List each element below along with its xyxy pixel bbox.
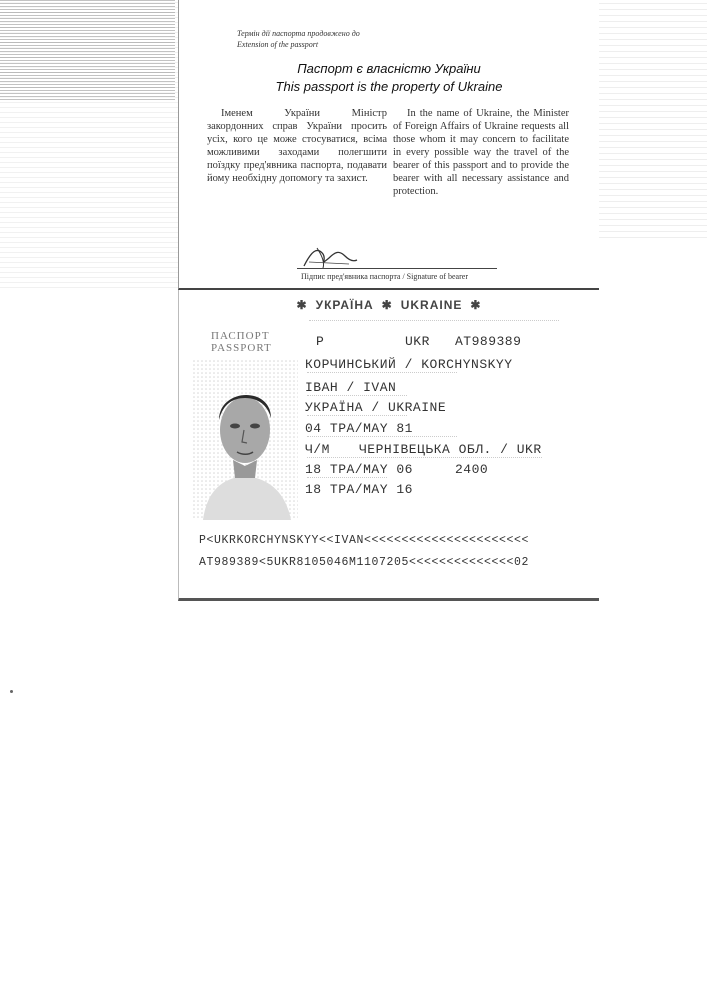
mrz-line-2: AT989389<5UKR8105046M1107205<<<<<<<<<<<<<<02: [199, 556, 530, 569]
field-caption-line: [307, 457, 542, 458]
star-icon: ✱: [296, 298, 308, 312]
scan-noise-right: [595, 0, 707, 240]
country-name-uk: УКРАЇНА: [315, 298, 374, 312]
country-code: UKR: [405, 334, 430, 349]
passport-number: AT989389: [455, 334, 522, 349]
date-of-issue: 18 ТРА/MAY 06: [305, 462, 413, 477]
scan-speck: [10, 690, 13, 693]
date-of-birth: 04 ТРА/MAY 81: [305, 421, 413, 436]
sex: Ч/M: [305, 442, 330, 457]
mrz-line-1: P<UKRKORCHYNSKYY<<IVAN<<<<<<<<<<<<<<<<<<<<<<: [199, 534, 530, 547]
extension-label-en: Extension of the passport: [237, 40, 319, 49]
scan-noise-left-dark: [0, 0, 175, 100]
place-of-birth: ЧЕРНІВЕЦЬКА ОБЛ. / UKR: [359, 442, 542, 457]
field-caption-line: [307, 395, 407, 396]
document-type: [211, 330, 272, 354]
holder-photo: [193, 360, 298, 520]
passport-data-page: [178, 290, 599, 601]
property-statement-en: This passport is the property of Ukraine: [275, 79, 503, 94]
issuing-authority: 2400: [455, 462, 489, 477]
star-icon: ✱: [381, 298, 393, 312]
document-type-uk: ПАСПОРТ: [211, 330, 270, 342]
country-name-en: UKRAINE: [400, 298, 463, 312]
field-caption-line: [307, 436, 457, 437]
request-text-en: In the name of Ukraine, the Minister of Foreign Affairs of Ukraine requests all those whom it may concern to facilitate in every possible way the travel of the bearer of this passport and to provide the bearer with all necessary assistance and protection.: [393, 108, 569, 197]
field-caption-line: [307, 477, 387, 478]
property-statement-uk: Паспорт є власністю України: [297, 61, 481, 76]
field-caption-line: [307, 372, 457, 373]
signature-line: [297, 268, 497, 269]
date-of-expiry: 18 ТРА/MAY 16: [305, 482, 413, 497]
extension-label-uk: Термін дії паспорта продовжено до: [237, 29, 360, 38]
document-type-en: PASSPORT: [211, 342, 272, 354]
passport-type-code: P: [316, 334, 325, 349]
star-icon: ✱: [470, 298, 482, 312]
field-caption-line: [307, 415, 407, 416]
surname: КОРЧИНСЬКИЙ / KORCHYNSKYY: [305, 357, 513, 372]
country-header: [179, 294, 599, 316]
passport-inner-cover-page: [178, 0, 599, 290]
given-names: ІВАН / IVAN: [305, 380, 397, 395]
nationality: УКРАЇНА / UKRAINE: [305, 400, 447, 415]
field-caption-line: [309, 320, 559, 321]
signature-caption: Підпис пред'явника паспорта / Signature of bearer: [301, 272, 468, 281]
request-text-uk: Іменем України Міністр закордонних справ України просить усіх, кого це може стосуватися, всіма можливими заходами полегшити поїздку пред'явника паспорта, подавати йому необхідну допомогу та захист.: [207, 108, 387, 184]
